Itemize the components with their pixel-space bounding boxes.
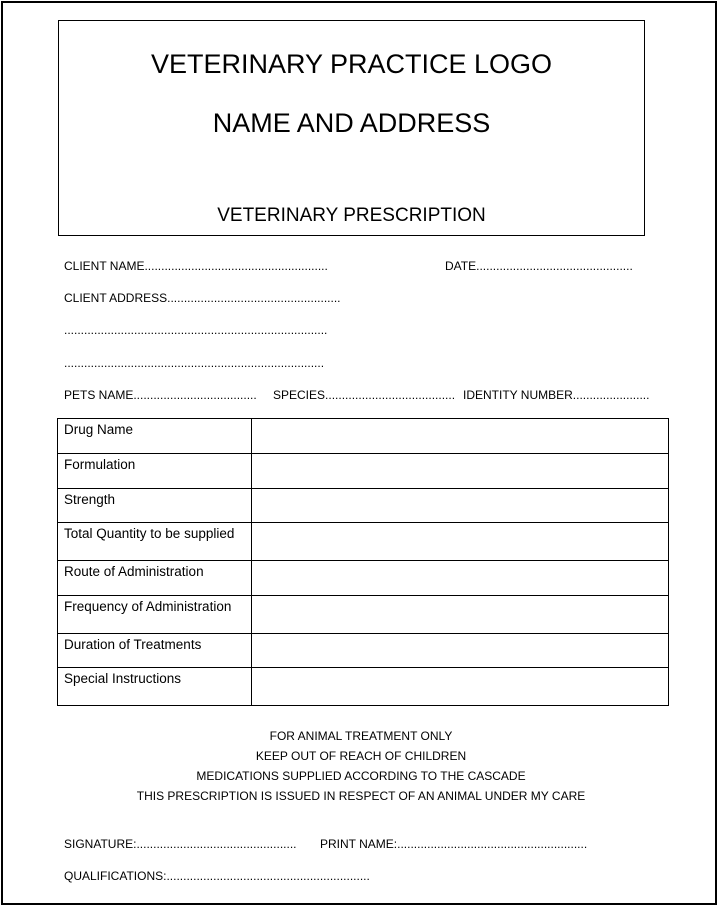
practice-logo-text: VETERINARY PRACTICE LOGO	[150, 49, 553, 79]
row-label: Special Instructions	[58, 668, 252, 706]
address-line-2[interactable]: ...............................................................................	[64, 323, 328, 337]
row-value-cell[interactable]	[252, 489, 669, 523]
row-value-cell[interactable]	[252, 454, 669, 489]
species-field[interactable]: SPECIES.......................................	[273, 388, 456, 402]
row-label: Strength	[58, 489, 252, 523]
notice-cascade: MEDICATIONS SUPPLIED ACCORDING TO THE CASCADE	[196, 769, 526, 783]
client-name-field[interactable]: CLIENT NAME.......................................................	[64, 259, 328, 273]
row-label: Total Quantity to be supplied	[58, 523, 252, 561]
row-value-cell[interactable]	[252, 523, 669, 561]
table-row	[58, 454, 669, 489]
table-row	[58, 634, 669, 668]
row-label: Formulation	[58, 454, 252, 489]
row-label: Frequency of Administration	[58, 596, 252, 634]
row-label: Duration of Treatments	[58, 634, 252, 668]
date-field[interactable]: DATE...............................................	[445, 259, 633, 273]
row-value-cell[interactable]	[252, 668, 669, 706]
table-row	[58, 668, 669, 706]
notice-animal-treatment: FOR ANIMAL TREATMENT ONLY	[269, 729, 453, 743]
table-row	[58, 419, 669, 454]
address-line-3[interactable]: ..............................................................................	[64, 356, 325, 370]
row-label: Drug Name	[58, 419, 252, 454]
print-name-field[interactable]: PRINT NAME:.........................................................	[320, 837, 588, 851]
practice-header-box	[58, 20, 645, 236]
practice-name-address: NAME AND ADDRESS	[212, 108, 491, 138]
client-address-field[interactable]: CLIENT ADDRESS....................................................	[64, 291, 341, 305]
notice-keep-out-of-reach: KEEP OUT OF REACH OF CHILDREN	[255, 749, 467, 763]
notices-block	[0, 726, 722, 806]
form-title: VETERINARY PRESCRIPTION	[217, 205, 486, 226]
pets-name-field[interactable]: PETS NAME.....................................	[64, 388, 257, 402]
prescription-table	[57, 418, 669, 706]
table-row	[58, 489, 669, 523]
row-value-cell[interactable]	[252, 634, 669, 668]
row-value-cell[interactable]	[252, 419, 669, 454]
notice-under-my-care: THIS PRESCRIPTION IS ISSUED IN RESPECT OF AN ANIMAL UNDER MY CARE	[136, 789, 586, 803]
row-label: Route of Administration	[58, 561, 252, 596]
table-row	[58, 596, 669, 634]
table-row	[58, 561, 669, 596]
row-value-cell[interactable]	[252, 561, 669, 596]
signature-field[interactable]: SIGNATURE:................................................	[64, 837, 297, 851]
table-row	[58, 523, 669, 561]
row-value-cell[interactable]	[252, 596, 669, 634]
qualifications-field[interactable]: QUALIFICATIONS:.............................................................	[64, 869, 370, 883]
identity-number-field[interactable]: IDENTITY NUMBER.......................	[463, 388, 650, 402]
